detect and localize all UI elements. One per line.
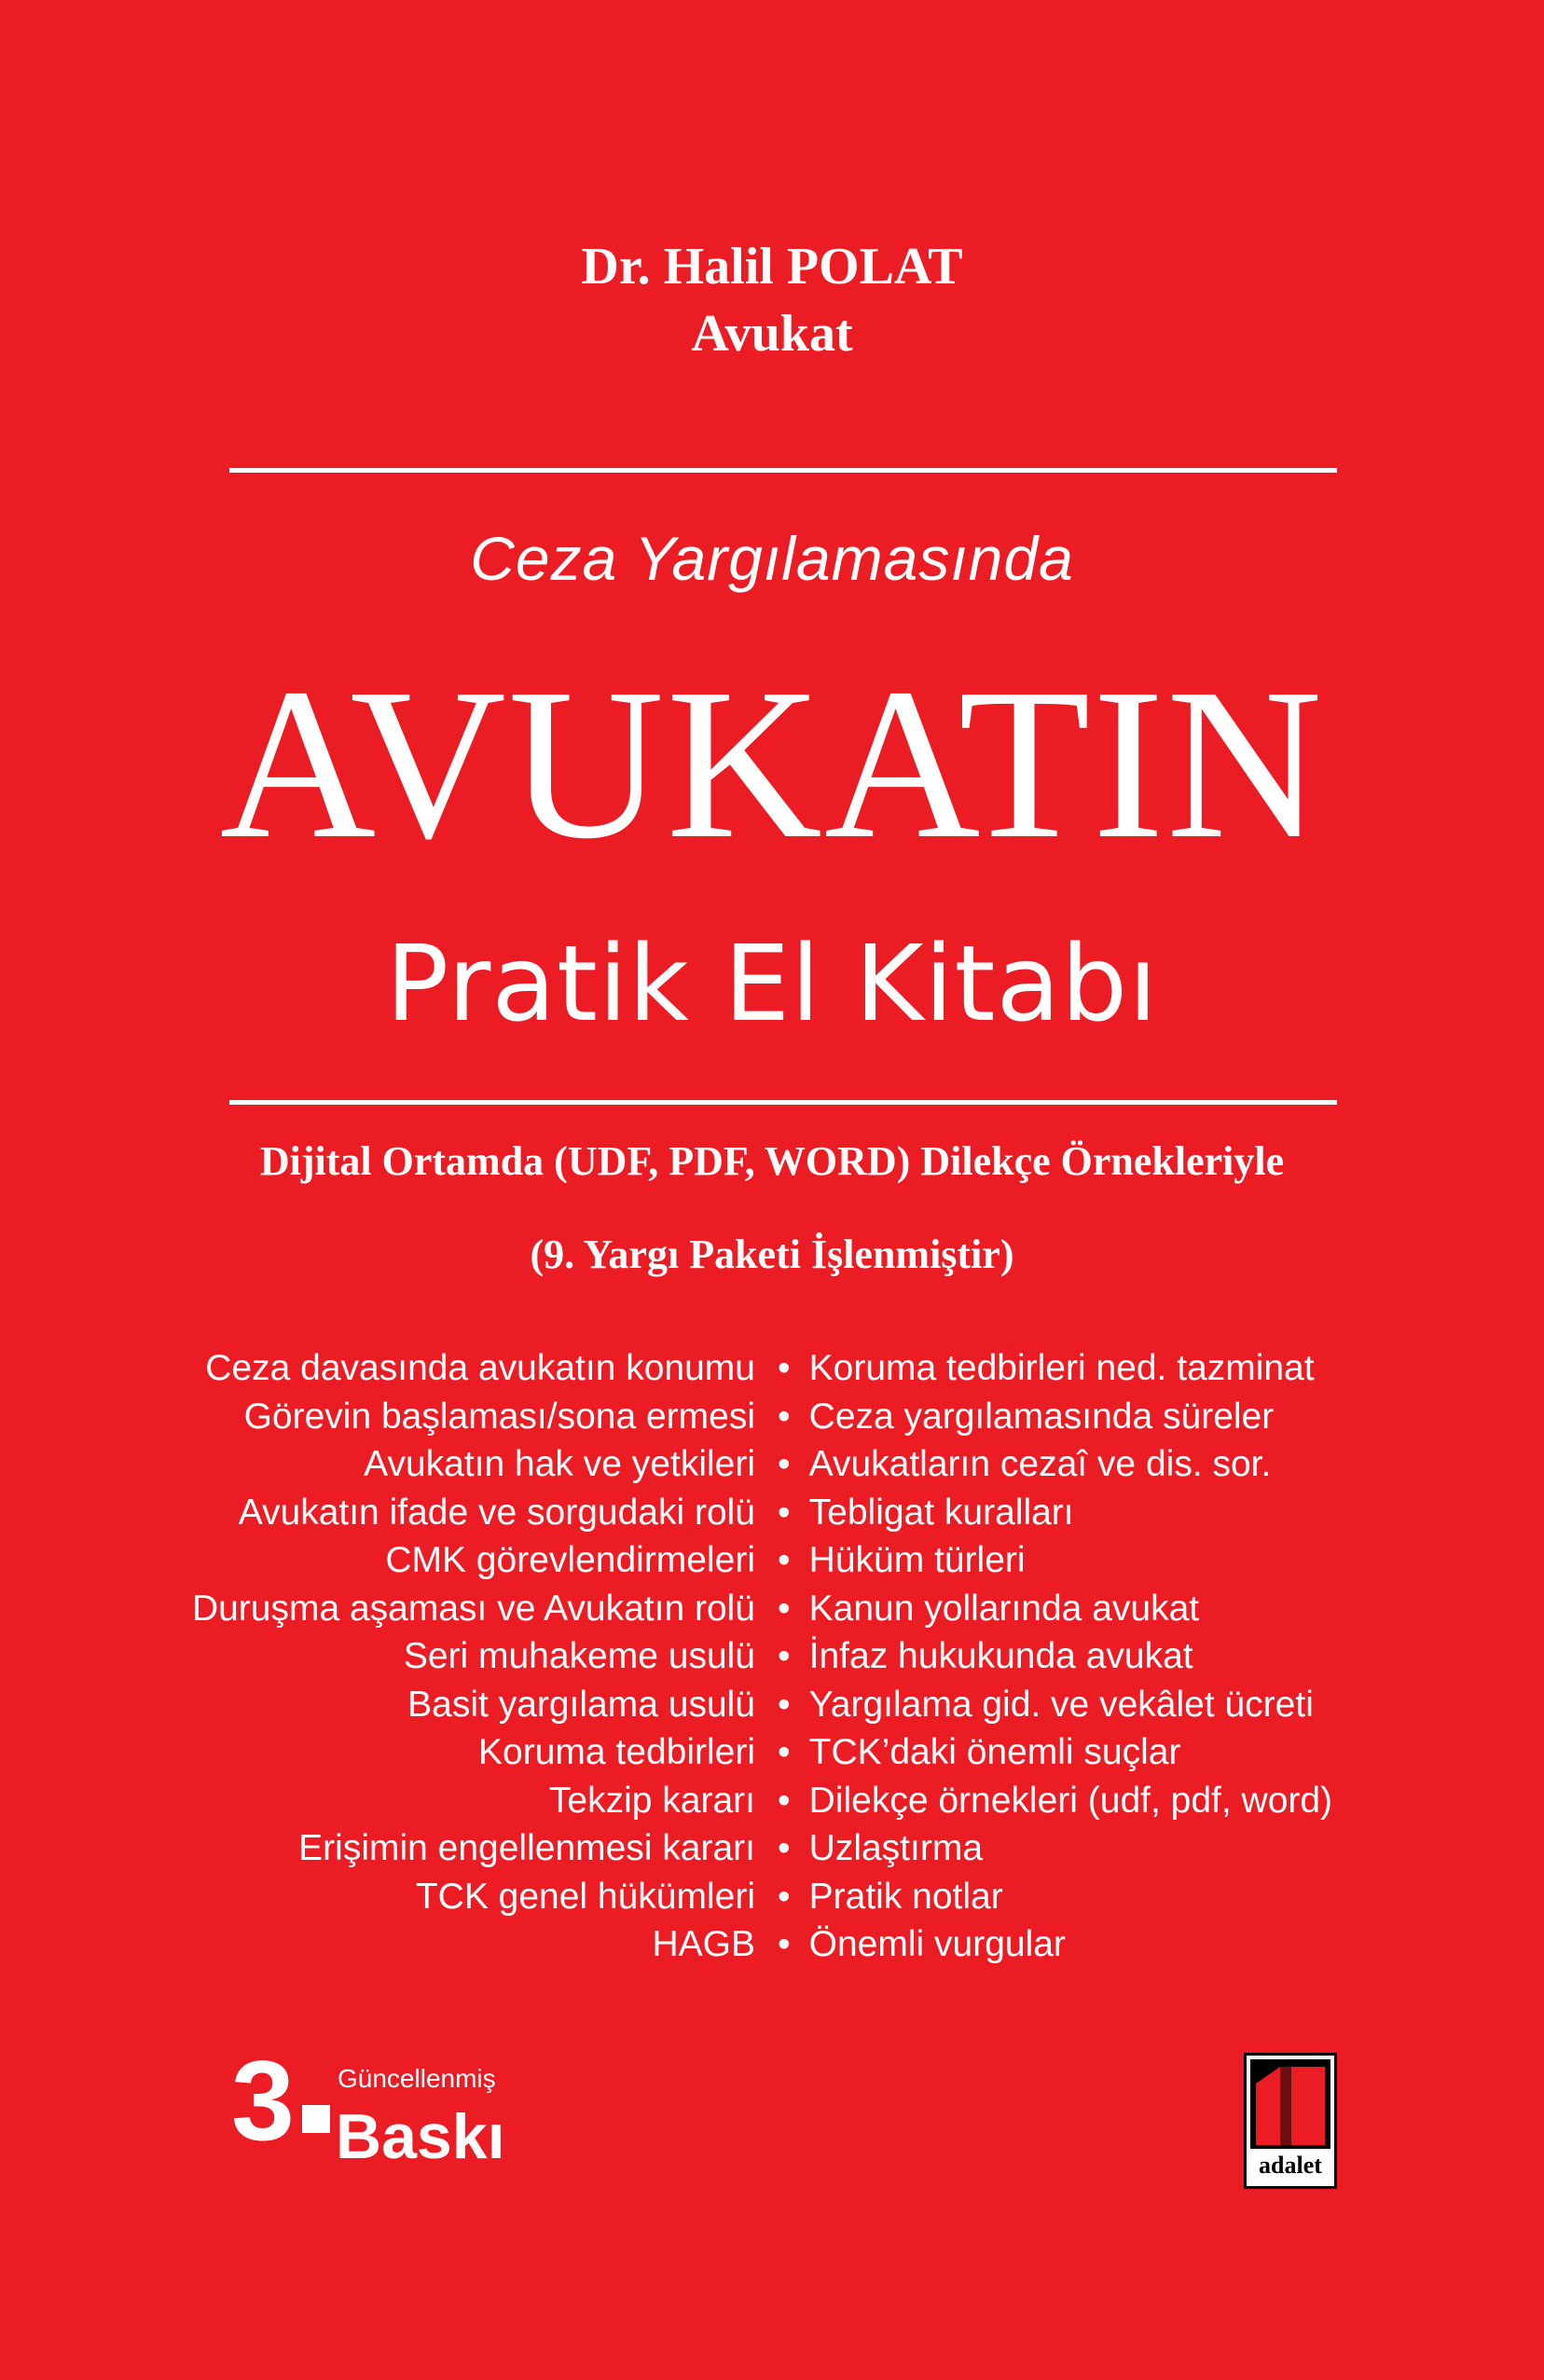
- topic-item: [778, 1393, 1486, 1441]
- topic-label: Uzlaştırma: [808, 1828, 984, 1868]
- bullet-icon: •: [778, 1348, 791, 1388]
- topic-item: Avukatın ifade ve sorgudaki rolü: [238, 1492, 755, 1533]
- publisher-name: adalet: [1259, 2152, 1322, 2179]
- topic-item: [778, 1777, 1486, 1825]
- bullet-icon: •: [778, 1924, 791, 1964]
- topic-label: TCK’daki önemli suçlar: [808, 1732, 1181, 1772]
- book-main-title: AVUKATIN: [219, 644, 1325, 884]
- edition-label: Baskı: [336, 2101, 505, 2172]
- top-divider: [229, 468, 1337, 473]
- topic-item: TCK genel hükümleri: [415, 1876, 755, 1917]
- topic-item: [778, 1632, 1486, 1681]
- bullet-icon: •: [778, 1588, 791, 1629]
- publisher-book-icon: [1247, 2056, 1334, 2153]
- topic-item: [778, 1536, 1486, 1585]
- topic-item: [778, 1728, 1486, 1777]
- topic-item: HAGB: [652, 1924, 755, 1964]
- topic-item: Tekzip kararı: [548, 1780, 755, 1821]
- topics-left-column: [93, 1344, 755, 1969]
- topic-label: Hüküm türleri: [808, 1540, 1026, 1580]
- topic-item: Duruşma aşaması ve Avukatın rolü: [191, 1588, 755, 1629]
- topic-label: İnfaz hukukunda avukat: [808, 1636, 1193, 1676]
- topic-label: Ceza yargılamasında süreler: [808, 1396, 1275, 1437]
- bullet-icon: •: [778, 1396, 791, 1437]
- bullet-icon: •: [778, 1684, 791, 1725]
- topic-item: [778, 1440, 1486, 1489]
- topic-label: Pratik notlar: [808, 1876, 1003, 1917]
- author-title: Avukat: [691, 305, 853, 363]
- topic-label: Önemli vurgular: [808, 1924, 1066, 1964]
- topic-item: Koruma tedbirleri: [478, 1732, 755, 1772]
- topic-item: [778, 1344, 1486, 1393]
- topic-item: Ceza davasında avukatın konumu: [205, 1348, 755, 1388]
- topic-item: [778, 1873, 1486, 1921]
- topic-label: Tebligat kuralları: [808, 1492, 1074, 1533]
- topic-item: CMK görevlendirmeleri: [385, 1540, 755, 1580]
- topic-item: Basit yargılama usulü: [407, 1684, 755, 1725]
- topic-item: [778, 1824, 1486, 1873]
- edition-dot-icon: [302, 2105, 330, 2133]
- topics-right-column: [778, 1344, 1486, 1969]
- edition-qualifier: Güncellenmiş: [338, 2064, 496, 2093]
- topic-label: Kanun yollarında avukat: [808, 1588, 1200, 1629]
- topic-item: Erişimin engellenmesi kararı: [298, 1828, 755, 1868]
- edition-number: 3: [231, 2037, 295, 2164]
- topic-item: Görevin başlaması/sona ermesi: [243, 1396, 755, 1437]
- topic-label: Avukatların cezaî ve dis. sor.: [808, 1444, 1272, 1484]
- bullet-icon: •: [778, 1540, 791, 1580]
- bullet-icon: •: [778, 1780, 791, 1821]
- topic-item: [778, 1920, 1486, 1969]
- book-tagline: Dijital Ortamda (UDF, PDF, WORD) Dilekçe Örnekleriyle: [259, 1138, 1285, 1184]
- bullet-icon: •: [778, 1876, 791, 1917]
- bullet-icon: •: [778, 1444, 791, 1484]
- book-note: (9. Yargı Paketi İşlenmiştir): [530, 1231, 1014, 1277]
- topic-item: [778, 1681, 1486, 1729]
- book-subtitle-italic: Ceza Yargılamasında: [470, 524, 1074, 593]
- topic-item: Avukatın hak ve yetkileri: [364, 1444, 755, 1484]
- bullet-icon: •: [778, 1636, 791, 1676]
- author-name: Dr. Halil POLAT: [581, 238, 963, 296]
- topic-label: Yargılama gid. ve vekâlet ücreti: [808, 1684, 1314, 1725]
- bullet-icon: •: [778, 1732, 791, 1772]
- topic-label: Dilekçe örnekleri (udf, pdf, word): [808, 1780, 1333, 1821]
- book-sub-title: Pratik El Kitabı: [385, 924, 1159, 1045]
- bullet-icon: •: [778, 1828, 791, 1868]
- bullet-icon: •: [778, 1492, 791, 1533]
- topic-item: [778, 1585, 1486, 1633]
- topic-label: Koruma tedbirleri ned. tazminat: [808, 1348, 1315, 1388]
- topic-item: Seri muhakeme usulü: [403, 1636, 755, 1676]
- bottom-divider: [229, 1100, 1337, 1105]
- topic-item: [778, 1489, 1486, 1537]
